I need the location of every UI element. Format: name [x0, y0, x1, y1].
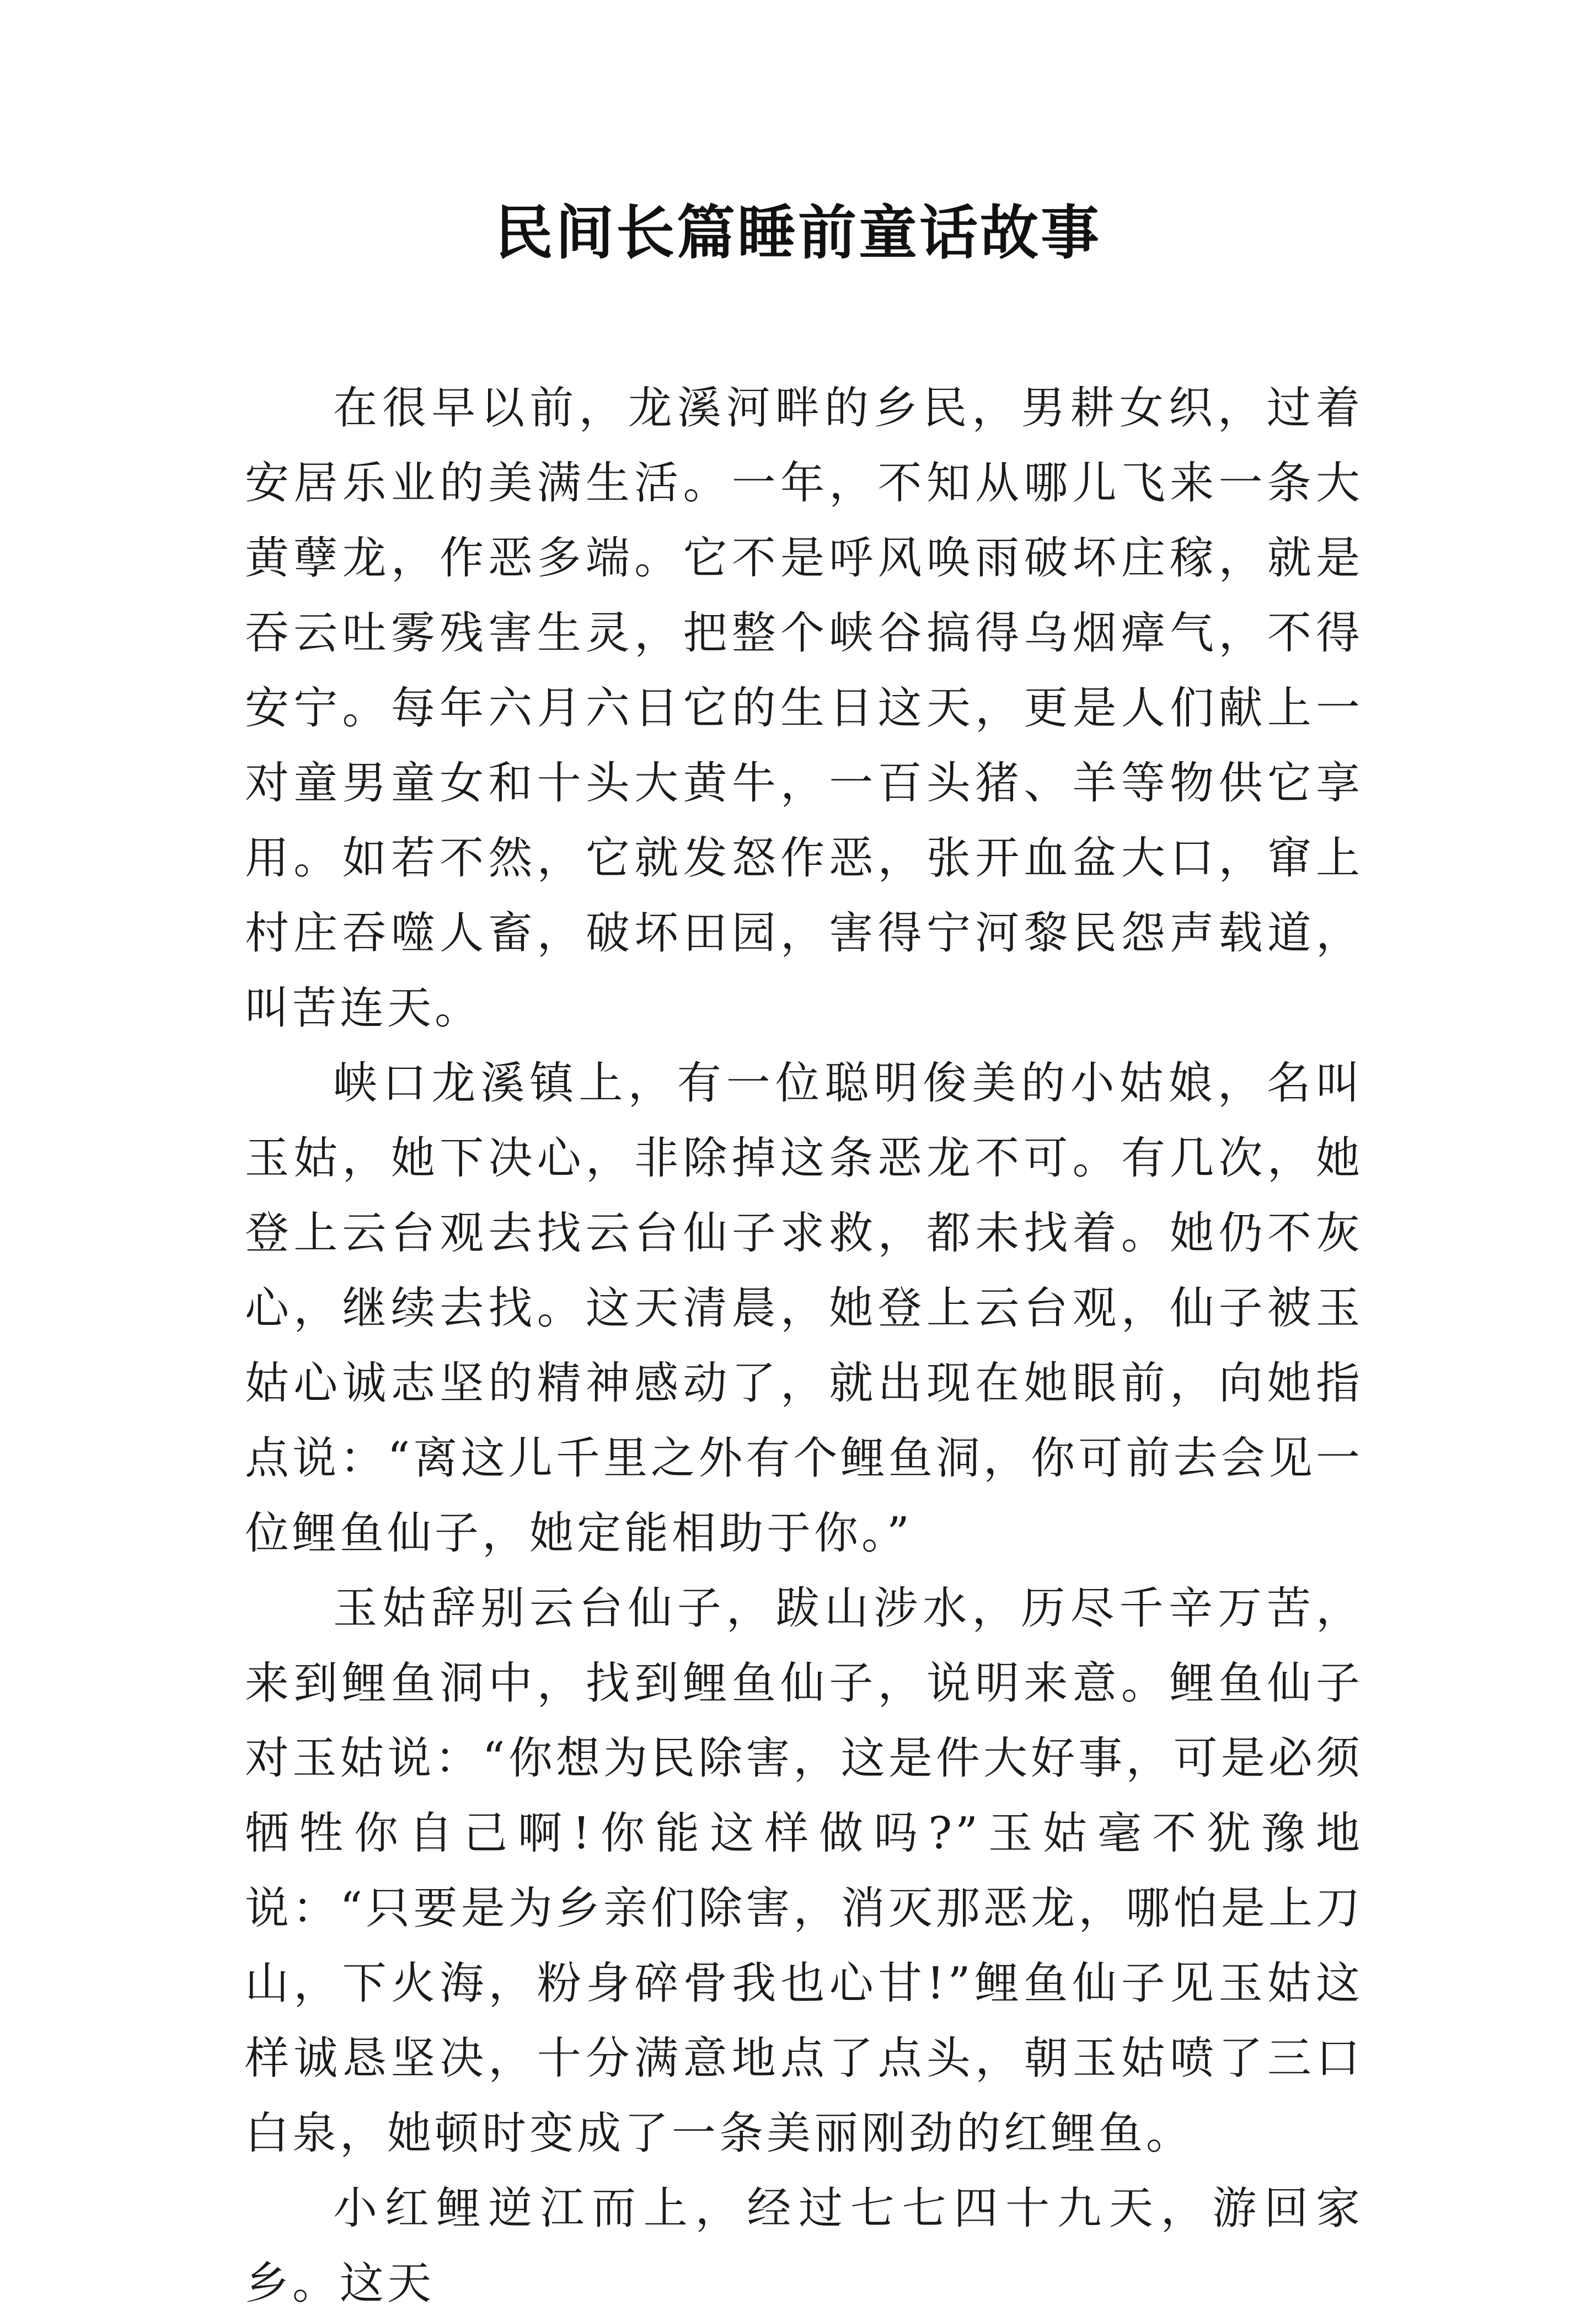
- paragraph: 峡口龙溪镇上，有一位聪明俊美的小姑娘，名叫玉姑，她下决心，非除掉这条恶龙不可。有几次，她登上云台观去找云台仙子求救，都未找着。她仍不灰心，继续去找。这天清晨，她登上云台观，仙子被玉姑心诚志坚的精神感动了，就出现在她眼前，向她指点说：“离这儿千里之外有个鲤鱼洞，你可前去会见一位鲤鱼仙子，她定能相助于你。”: [245, 1057, 1363, 1559]
- document-body: [245, 371, 1363, 2321]
- document-title: 民间长篇睡前童话故事: [495, 198, 1101, 267]
- paragraph: 在很早以前，龙溪河畔的乡民，男耕女织，过着安居乐业的美满生活。一年，不知从哪儿飞来一条大黄孽龙，作恶多端。它不是呼风唤雨破坏庄稼，就是吞云吐雾残害生灵，把整个峡谷搞得乌烟瘴气，不得安宁。每年六月六日它的生日这天，更是人们献上一对童男童女和十头大黄牛，一百头猪、羊等物供它享用。如若不然，它就发怒作恶，张开血盆大口，窜上村庄吞噬人畜，破坏田园，害得宁河黎民怨声载道，叫苦连天。: [245, 382, 1363, 1034]
- paragraph: 玉姑辞别云台仙子，跋山涉水，历尽千辛万苦，来到鲤鱼洞中，找到鲤鱼仙子，说明来意。鲤鱼仙子对玉姑说：“你想为民除害，这是件大好事，可是必须牺牲你自己啊!你能这样做吗?”玉姑毫不犹豫地说：“只要是为乡亲们除害，消灭那恶龙，哪怕是上刀山，下火海，粉身碎骨我也心甘!”鲤鱼仙子见玉姑这样诚恳坚决，十分满意地点了点头，朝玉姑喷了三口白泉，她顿时变成了一条美丽刚劲的红鲤鱼。: [245, 1582, 1363, 2159]
- paragraph: 小红鲤逆江而上，经过七七四十九天，游回家乡。这天: [245, 2183, 1363, 2309]
